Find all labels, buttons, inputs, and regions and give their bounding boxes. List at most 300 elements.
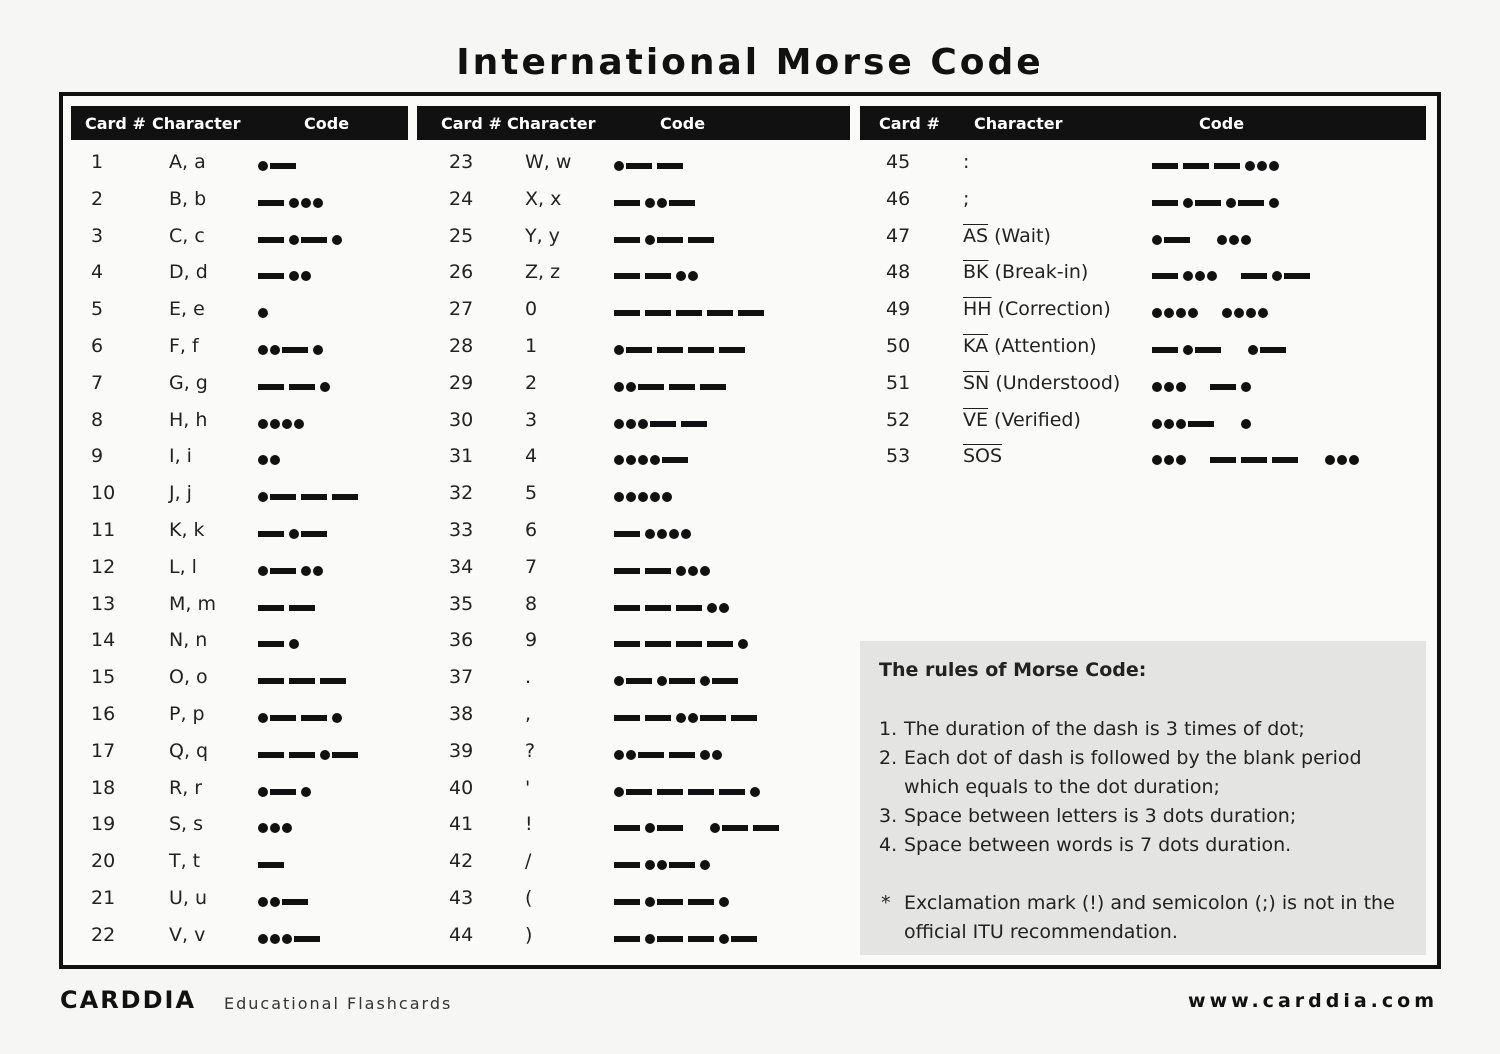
morse-dash [282, 899, 308, 905]
morse-dot [614, 787, 624, 797]
morse-dash [614, 200, 640, 206]
morse-dash [258, 605, 284, 611]
table-row [71, 298, 408, 328]
character: ) [525, 923, 533, 946]
morse-dash [626, 163, 652, 169]
card-number: 7 [91, 371, 104, 394]
table-row [71, 813, 408, 843]
morse-dot [270, 419, 280, 429]
morse-dot [1272, 271, 1282, 281]
table-row [71, 372, 408, 402]
character: N, n [169, 629, 208, 652]
morse-dash [301, 494, 327, 500]
morse-dash [645, 641, 671, 647]
morse-dash [301, 237, 327, 243]
table-row [417, 261, 850, 291]
card-number: 3 [91, 224, 104, 247]
morse-dot [614, 455, 624, 465]
morse-dot [1241, 235, 1251, 245]
rule-item: 2. Each dot of dash is followed by the blank period which equals to the dot duration; [879, 747, 1362, 798]
morse-dot [270, 455, 280, 465]
table-row [71, 261, 408, 291]
morse-dash [270, 568, 296, 574]
character: , [525, 703, 532, 725]
card-number: 19 [91, 813, 116, 836]
card-number: 6 [91, 335, 104, 357]
morse-dash [614, 715, 640, 721]
card-number: 33 [449, 519, 474, 541]
table-row [71, 188, 408, 218]
table-row [417, 409, 850, 439]
table-row [417, 887, 850, 917]
card-number: 16 [91, 703, 116, 725]
prosign: $\overline{SOS}$ [963, 445, 1003, 468]
table-row [860, 225, 1426, 255]
card-number: 35 [449, 592, 474, 615]
table-column-3 [860, 106, 1426, 468]
card-number: 8 [91, 408, 104, 431]
morse-dot [1269, 161, 1279, 171]
morse-dot [1164, 308, 1174, 318]
morse-dot [270, 897, 280, 907]
header-card: Card # [441, 114, 502, 133]
table-row [71, 740, 408, 770]
morse-dash [681, 421, 707, 427]
table-row [860, 409, 1426, 439]
character: 8 [525, 592, 538, 615]
card-number: 15 [91, 666, 116, 689]
prosign-meaning: (Understood) [989, 371, 1121, 394]
prosign: $\overline{SN}$ [963, 371, 990, 394]
morse-dot [1176, 455, 1186, 465]
card-number: 18 [91, 776, 116, 799]
card-number: 27 [449, 298, 474, 321]
morse-dot [294, 419, 304, 429]
table-row [417, 924, 850, 954]
morse-dash [657, 163, 683, 169]
morse-dot [258, 823, 268, 833]
morse-dot [313, 345, 323, 355]
morse-dot [289, 198, 299, 208]
table-row [71, 519, 408, 549]
morse-dot [258, 492, 268, 502]
table-row [71, 887, 408, 917]
morse-dash [1195, 200, 1221, 206]
card-number: 5 [91, 298, 104, 321]
morse-table-frame [59, 92, 1441, 969]
morse-dot [657, 529, 667, 539]
morse-dot [676, 566, 686, 576]
morse-dot [1245, 161, 1255, 171]
morse-dot [638, 492, 648, 502]
morse-dash [707, 641, 733, 647]
card-number: 9 [91, 445, 104, 468]
character: C, c [169, 224, 205, 247]
character: ? [525, 739, 536, 762]
morse-dash [289, 752, 315, 758]
morse-dash [657, 825, 683, 831]
morse-dash [712, 678, 738, 684]
card-number: 4 [91, 261, 104, 284]
morse-dash [270, 163, 296, 169]
carddia-logo: CARDDIA [60, 986, 197, 1014]
table-row [417, 777, 850, 807]
morse-dot [676, 713, 686, 723]
morse-dot [750, 787, 760, 797]
morse-dash [753, 825, 779, 831]
prosign: $\overline{BK}$ [963, 261, 989, 284]
rule-item: 3. Space between letters is 3 dots duration; [879, 805, 1297, 827]
card-number: 39 [449, 739, 474, 762]
morse-dash [669, 200, 695, 206]
morse-dash [614, 273, 640, 279]
card-number: 41 [449, 813, 474, 836]
morse-dot [1337, 455, 1347, 465]
morse-dash [657, 237, 683, 243]
morse-dot [289, 235, 299, 245]
morse-dot [1241, 382, 1251, 392]
table-row [417, 335, 850, 365]
morse-dot [719, 603, 729, 613]
morse-dot [657, 860, 667, 870]
morse-dash [1260, 347, 1286, 353]
morse-dot [1325, 455, 1335, 465]
character: ( [525, 887, 533, 909]
morse-dash [614, 862, 640, 868]
morse-dash [645, 605, 671, 611]
morse-dot [669, 529, 679, 539]
character: F, f [169, 335, 199, 357]
morse-dot [650, 492, 660, 502]
morse-dash [657, 899, 683, 905]
character: M, m [169, 592, 216, 615]
prosign: $\overline{HH}$ [963, 298, 992, 321]
character: E, e [169, 298, 205, 321]
character: K, k [169, 519, 205, 541]
prosign-meaning: (Correction) [991, 298, 1111, 321]
morse-dot [614, 419, 624, 429]
morse-dot [614, 676, 624, 686]
table-row [417, 813, 850, 843]
header-card: Card # [879, 114, 940, 133]
morse-dot [282, 823, 292, 833]
morse-dot [1176, 308, 1186, 318]
morse-dot [657, 676, 667, 686]
morse-dot [258, 345, 268, 355]
card-number: 13 [91, 592, 116, 615]
morse-dash [614, 605, 640, 611]
morse-dot [645, 198, 655, 208]
morse-dot [700, 750, 710, 760]
character: A, a [169, 151, 206, 173]
morse-dot [1349, 455, 1359, 465]
morse-dot [282, 419, 292, 429]
character: I, i [169, 445, 192, 468]
morse-dash [645, 273, 671, 279]
card-number: 21 [91, 887, 116, 909]
morse-dot [258, 934, 268, 944]
morse-dot [270, 345, 280, 355]
morse-dot [301, 787, 311, 797]
morse-dash [332, 752, 358, 758]
table-row [417, 850, 850, 880]
morse-dot [258, 787, 268, 797]
morse-dash [700, 715, 726, 721]
table-row [417, 666, 850, 696]
morse-dot [719, 934, 729, 944]
morse-dash [669, 384, 695, 390]
character: J, j [169, 482, 192, 505]
morse-dash [1238, 200, 1264, 206]
header-code: Code [1199, 114, 1245, 133]
table-row [417, 703, 850, 733]
morse-dot [707, 603, 717, 613]
table-row [860, 445, 1426, 475]
table-row [71, 409, 408, 439]
table-row [417, 151, 850, 181]
card-number: 31 [449, 445, 474, 468]
morse-dot [626, 455, 636, 465]
morse-dash [700, 384, 726, 390]
morse-dot [1152, 455, 1162, 465]
morse-dot [1164, 419, 1174, 429]
card-number: 29 [449, 371, 474, 394]
table-row [860, 335, 1426, 365]
morse-dot [662, 492, 672, 502]
morse-dash [1152, 273, 1178, 279]
morse-dot [1248, 345, 1258, 355]
morse-dot [650, 455, 660, 465]
morse-dash [638, 752, 664, 758]
prosign-meaning: (Break-in) [988, 261, 1089, 284]
morse-dot [313, 198, 323, 208]
card-number: 38 [449, 703, 474, 725]
morse-dash [614, 568, 640, 574]
table-row [417, 188, 850, 218]
morse-dot [1152, 419, 1162, 429]
morse-dash [301, 531, 327, 537]
morse-dot [1176, 419, 1186, 429]
morse-dot [614, 750, 624, 760]
table-row [71, 703, 408, 733]
morse-dot [700, 676, 710, 686]
morse-dot [1241, 419, 1251, 429]
table-row [417, 519, 850, 549]
table-column-1 [71, 106, 408, 946]
morse-dash [657, 347, 683, 353]
footer-tagline: Educational Flashcards [224, 994, 453, 1013]
morse-dot [320, 750, 330, 760]
header-card: Card # [85, 114, 146, 133]
table-row [860, 188, 1426, 218]
rule-item: 4. Space between words is 7 dots duration. [879, 834, 1292, 856]
morse-dot [626, 419, 636, 429]
morse-dash [289, 605, 315, 611]
morse-dot [258, 566, 268, 576]
morse-dash [1152, 347, 1178, 353]
morse-dot [681, 529, 691, 539]
character: D, d [169, 261, 208, 284]
prosign: $\overline{VE}$ [963, 408, 989, 431]
morse-dash [614, 899, 640, 905]
morse-dot [645, 235, 655, 245]
character: 1 [525, 335, 538, 357]
prosign-meaning: (Wait) [988, 224, 1051, 247]
table-row [417, 225, 850, 255]
character: R, r [169, 776, 203, 799]
character [963, 261, 1088, 283]
morse-dash [1241, 457, 1267, 463]
morse-dot [1188, 308, 1198, 318]
character [963, 335, 1097, 357]
morse-dash [1195, 347, 1221, 353]
character: L, l [169, 555, 197, 578]
morse-dash [669, 752, 695, 758]
morse-dot [657, 198, 667, 208]
morse-dot [1258, 308, 1268, 318]
card-number: 10 [91, 482, 116, 505]
morse-dash [626, 678, 652, 684]
morse-dash [614, 641, 640, 647]
rules-title: The rules of Morse Code: [879, 659, 1147, 681]
morse-dash [650, 421, 676, 427]
morse-dot [645, 860, 655, 870]
morse-dot [626, 492, 636, 502]
card-number: 32 [449, 482, 474, 505]
morse-dash [731, 936, 757, 942]
card-number: 44 [449, 923, 474, 946]
morse-dash [669, 678, 695, 684]
card-number: 48 [886, 261, 911, 284]
card-number: 34 [449, 555, 474, 578]
morse-dot [301, 566, 311, 576]
header-character: Character [974, 114, 1063, 133]
morse-dash [1272, 457, 1298, 463]
morse-dash [1188, 421, 1214, 427]
morse-dot [710, 823, 720, 833]
morse-dot [1234, 308, 1244, 318]
morse-dot [1207, 271, 1217, 281]
morse-dash [1183, 163, 1209, 169]
card-number: 2 [91, 187, 104, 210]
character: Z, z [525, 261, 561, 284]
morse-dash [688, 936, 714, 942]
morse-dot [1176, 382, 1186, 392]
character: ' [525, 776, 531, 799]
header-code: Code [660, 114, 706, 133]
morse-dash [1164, 237, 1190, 243]
morse-dot [645, 823, 655, 833]
morse-dash [688, 789, 714, 795]
morse-dot [1195, 271, 1205, 281]
card-number: 26 [449, 261, 474, 284]
card-number: 52 [886, 408, 911, 431]
character: 3 [525, 408, 538, 431]
rules-box [860, 641, 1426, 955]
morse-dash [1241, 273, 1267, 279]
morse-dot [258, 897, 268, 907]
table-row [71, 850, 408, 880]
morse-dot [1222, 308, 1232, 318]
table-header [417, 106, 850, 140]
morse-dash [258, 237, 284, 243]
card-number: 30 [449, 408, 474, 431]
morse-dash [645, 715, 671, 721]
morse-dash [645, 568, 671, 574]
morse-dash [258, 200, 284, 206]
card-number: 28 [449, 335, 474, 357]
table-row [71, 924, 408, 954]
table-row [417, 556, 850, 586]
morse-dash [626, 789, 652, 795]
morse-dash [258, 641, 284, 647]
character: 7 [525, 555, 538, 578]
character: H, h [169, 408, 208, 431]
table-header [860, 106, 1426, 140]
morse-dot [258, 161, 268, 171]
card-number: 46 [886, 187, 911, 210]
header-character: Character [507, 114, 596, 133]
table-row [71, 335, 408, 365]
morse-dash [294, 936, 320, 942]
morse-dash [282, 347, 308, 353]
morse-dash [614, 531, 640, 537]
card-number: 49 [886, 298, 911, 321]
morse-dash [614, 936, 640, 942]
character: ; [963, 187, 970, 210]
morse-dot [1152, 382, 1162, 392]
morse-dash [722, 825, 748, 831]
character: Y, y [525, 224, 560, 247]
card-number: 14 [91, 629, 116, 652]
morse-dash [662, 457, 688, 463]
morse-dash [626, 347, 652, 353]
card-number: 43 [449, 887, 474, 909]
character: S, s [169, 813, 204, 836]
morse-dot [301, 271, 311, 281]
card-number: 23 [449, 151, 474, 173]
morse-dash [688, 347, 714, 353]
morse-dot [1226, 198, 1236, 208]
table-row [860, 261, 1426, 291]
morse-dash [258, 531, 284, 537]
morse-dot [1269, 198, 1279, 208]
table-row [417, 629, 850, 659]
morse-dot [1164, 382, 1174, 392]
morse-dash [301, 715, 327, 721]
morse-dash [270, 494, 296, 500]
table-row [71, 629, 408, 659]
morse-dot [289, 529, 299, 539]
morse-dot [270, 823, 280, 833]
morse-dash [614, 310, 640, 316]
character: T, t [169, 850, 201, 873]
morse-dot [645, 934, 655, 944]
morse-dash [688, 237, 714, 243]
morse-dot [270, 934, 280, 944]
card-number: 42 [449, 850, 474, 873]
table-row [71, 482, 408, 512]
morse-dot [676, 271, 686, 281]
morse-dot [719, 897, 729, 907]
morse-dot [1183, 271, 1193, 281]
character: 6 [525, 519, 538, 541]
page-title: International Morse Code [456, 42, 1044, 83]
table-row [417, 298, 850, 328]
morse-dot [1164, 455, 1174, 465]
morse-dash [1284, 273, 1310, 279]
character: 4 [525, 445, 538, 468]
